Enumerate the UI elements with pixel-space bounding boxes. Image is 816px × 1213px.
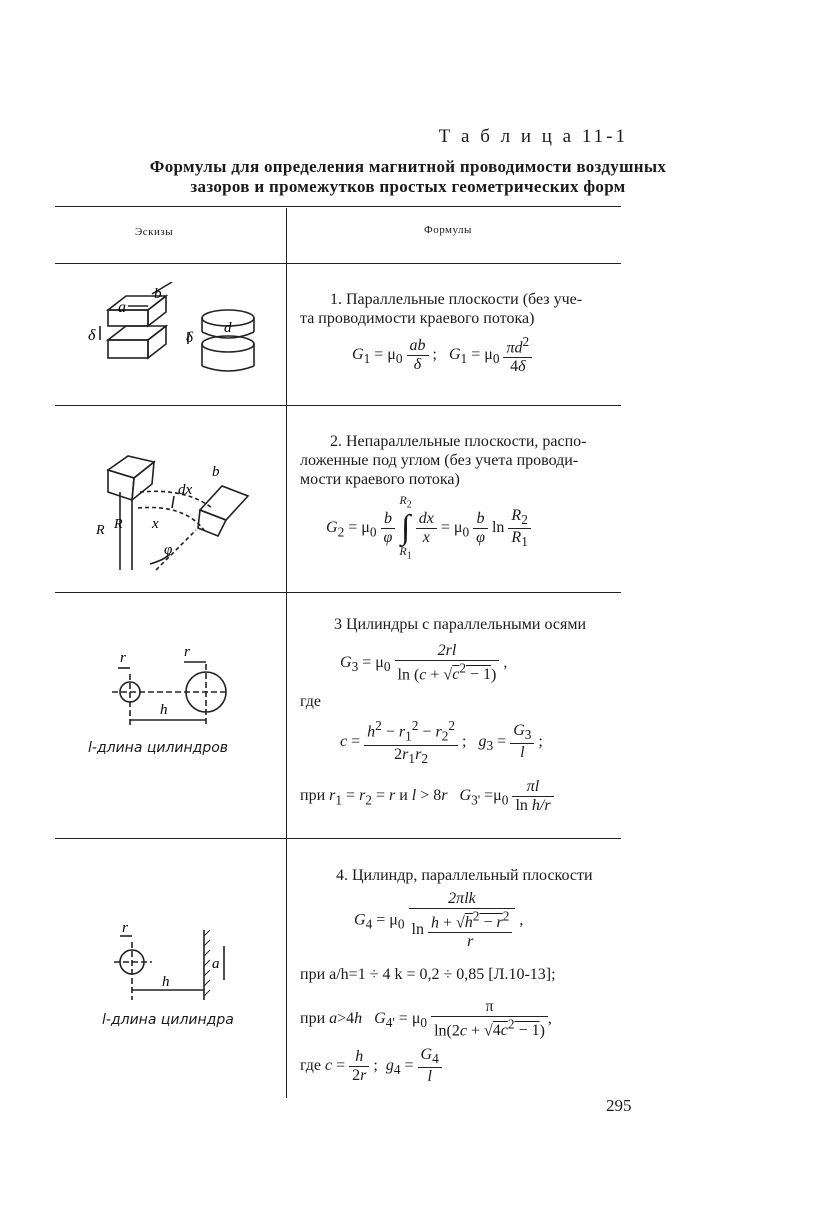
row-rule-1 (55, 405, 621, 406)
sketch-parallel-plates (88, 282, 268, 380)
row2-description (300, 432, 622, 489)
row4-condition-1: при a/h=1 ÷ 4 k = 0,2 ÷ 0,85 [Л.10-13]; (300, 966, 556, 983)
svg-text:x: x (152, 516, 159, 532)
svg-text:b: b (154, 286, 162, 302)
table-top-rule (55, 206, 621, 207)
svg-text:R: R (114, 517, 123, 532)
row3-text-1: 3 Цилиндры с параллельными осями (334, 616, 587, 633)
formula-g3: $G_3 = \mu_0$ $\frac{2rl}{\ln (c + √c^2 - 1)}$ , (340, 642, 508, 684)
row1-description (300, 290, 622, 328)
sketch-cylinder-plane (100, 920, 240, 1004)
row3-at: при (300, 787, 326, 805)
formula-g2: $G_2 = \mu_0$ $\frac{b}{\varphi}$ $R_2$ ∫ $R_1$ $\frac{dx}{x}$ = $\mu_0$ $\frac{b}{\varphi}$ ln $\frac{R_2}{R_1}$ (326, 494, 531, 563)
row4-where: где (300, 1056, 322, 1074)
svg-text:h: h (160, 702, 168, 718)
svg-text:h: h (162, 974, 170, 990)
row3-caption: l-длина цилиндров (88, 740, 229, 756)
row-rule-3 (55, 838, 621, 839)
svg-text:r: r (122, 920, 128, 936)
sketch-angled-planes (94, 448, 264, 578)
title-line-1: Формулы для определения магнитной проводимости воздушных (149, 157, 667, 176)
svg-text:r: r (120, 650, 126, 666)
row1-text-2: та проводимости краевого потока) (300, 310, 535, 327)
svg-text:b: b (212, 464, 220, 480)
row1-text-1: 1. Параллельные плоскости (без уче- (330, 291, 583, 308)
column-divider (286, 208, 287, 1098)
row4-text-1: 4. Цилиндр, параллельный плоскости (336, 867, 593, 884)
svg-text:a: a (118, 299, 126, 316)
svg-text:δ: δ (88, 327, 96, 344)
formula-c4: где c = $\frac{h}{2r}$ ; $g_4$ = $\frac{G_4}{l}$ (300, 1046, 442, 1086)
formula-g4-limit: при a>4h $G_{4'} = \mu_0$ $\frac{\pi}{\ln(2c + √4c^2 - 1)}$ , (300, 998, 552, 1040)
svg-text:d: d (224, 320, 232, 336)
row3-and: и (399, 787, 408, 805)
header-sketches: Эскизы (135, 226, 174, 238)
table-title (0, 157, 816, 197)
svg-text:r: r (184, 644, 190, 660)
formula-g3-limit: при $r_1 = r_2 = r$ и l > 8r $G_{3'} =\mu_0$ $\frac{\pi l}{\text{ln h/r}}$ (300, 778, 554, 815)
svg-text:dx: dx (178, 482, 193, 498)
svg-text:δ: δ (186, 330, 193, 346)
svg-text:φ: φ (164, 542, 173, 558)
sketch-parallel-cylinders (98, 644, 248, 736)
row4-caption: l-длина цилиндра (102, 1012, 234, 1028)
header-bottom-rule (55, 263, 621, 264)
row2-text-3: мости краевого потока) (300, 471, 460, 488)
title-line-2: зазоров и промежутков простых геометрических форм (190, 177, 626, 196)
row4-at: при (300, 1009, 326, 1027)
header-formulas: Формулы (424, 224, 472, 236)
formula-g4: $G_4 = \mu_0$ 2πlk ln $\frac{h + √h^2 - r^2}{r}$ , (354, 890, 524, 951)
row3-where: где (300, 693, 322, 710)
row-rule-2 (55, 592, 621, 593)
svg-text:a: a (212, 956, 220, 972)
page-number: 295 (606, 1096, 632, 1115)
table-number: Т а б л и ц а 11-1 (438, 126, 628, 147)
row2-text-1: 2. Непараллельные плоскости, распо- (330, 433, 587, 450)
svg-text:R: R (96, 523, 105, 538)
formula-g1: $G_1 = \mu_0$ $\frac{ab}{\delta}$ ; $G_1 = \mu_0$ $\frac{\pi d^2}{4\delta}$ (352, 334, 532, 376)
row2-text-2: ложенные под углом (без учета проводи- (300, 452, 579, 469)
formula-c: c = $\frac{h^2 - r_1^2 - r_2^2}{2r_1r_2}$ ; $g_3$ = $\frac{G_3}{l}$ ; (340, 718, 543, 766)
